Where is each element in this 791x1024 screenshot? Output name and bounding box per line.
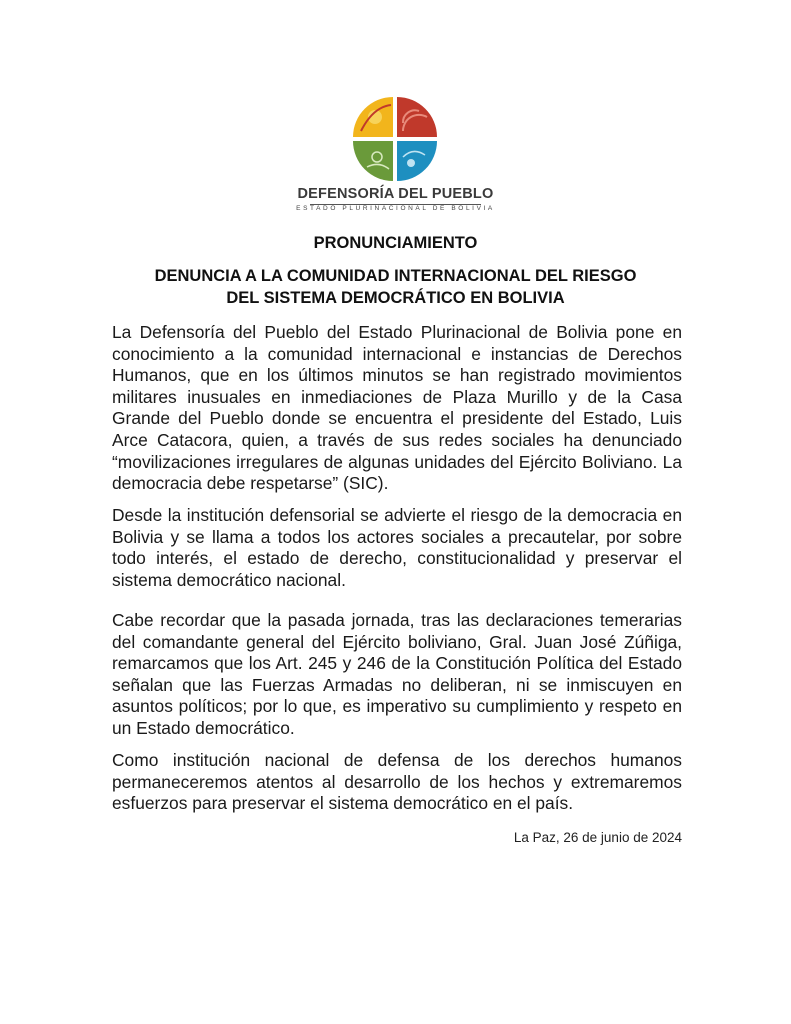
paragraph-3: Cabe recordar que la pasada jornada, tras las declaraciones temerarias del comandante general del Ejército boliviano, Gral. Juan José Zúñiga, remarcamos que los Art. 245 y 246 de la Constitución Política del Estado señalan que las Fuerzas Armadas no deliberan, ni se inmiscuyen en asuntos políticos; por lo que, es imperativo su cumplimiento y respeto en un Estado democrático. [112,610,682,738]
document-title [0,265,791,309]
paragraph-1: La Defensoría del Pueblo del Estado Plurinacional de Bolivia pone en conocimiento a la comunidad internacional e instancias de Derechos Humanos, que en los últimos minutos se han registrado movimientos militares inusuales en inmediaciones de Plaza Murillo y de la Casa Grande del Pueblo donde se encuentra el presidente del Estado, Luis Arce Catacora, quien, a través de sus redes sociales ha denunciado “movilizaciones irregulares de algunas unidades del Ejército Boliviano. La democracia debe respetarse” (SIC). [112,322,682,494]
logo-water-quadrant [397,141,437,181]
paragraph-2: Desde la institución defensorial se advierte el riesgo de la democracia en Bolivia y se llama a todos los actores sociales a precautelar, por sobre todo interés, el estado de derecho, constitucionalidad y preservar el sistema democrático nacional. [112,505,682,590]
org-subtitle: ESTADO PLURINACIONAL DE BOLIVIA [296,205,495,212]
paragraph-4: Como institución nacional de defensa de los derechos humanos permaneceremos atentos al desarrollo de los hechos y extremaremos esfuerzos para preservar el sistema democrático en el país. [112,750,682,814]
defensoria-logo [353,97,437,181]
date-line: La Paz, 26 de junio de 2024 [513,830,682,845]
document-heading: PRONUNCIAMIENTO [313,234,478,252]
document-title-line-2: DEL SISTEMA DEMOCRÁTICO EN BOLIVIA [226,289,565,307]
org-name: DEFENSORÍA DEL PUEBLO [297,186,494,202]
document-title-line-1: DENUNCIA A LA COMUNIDAD INTERNACIONAL DEL RIESGO [154,267,637,285]
